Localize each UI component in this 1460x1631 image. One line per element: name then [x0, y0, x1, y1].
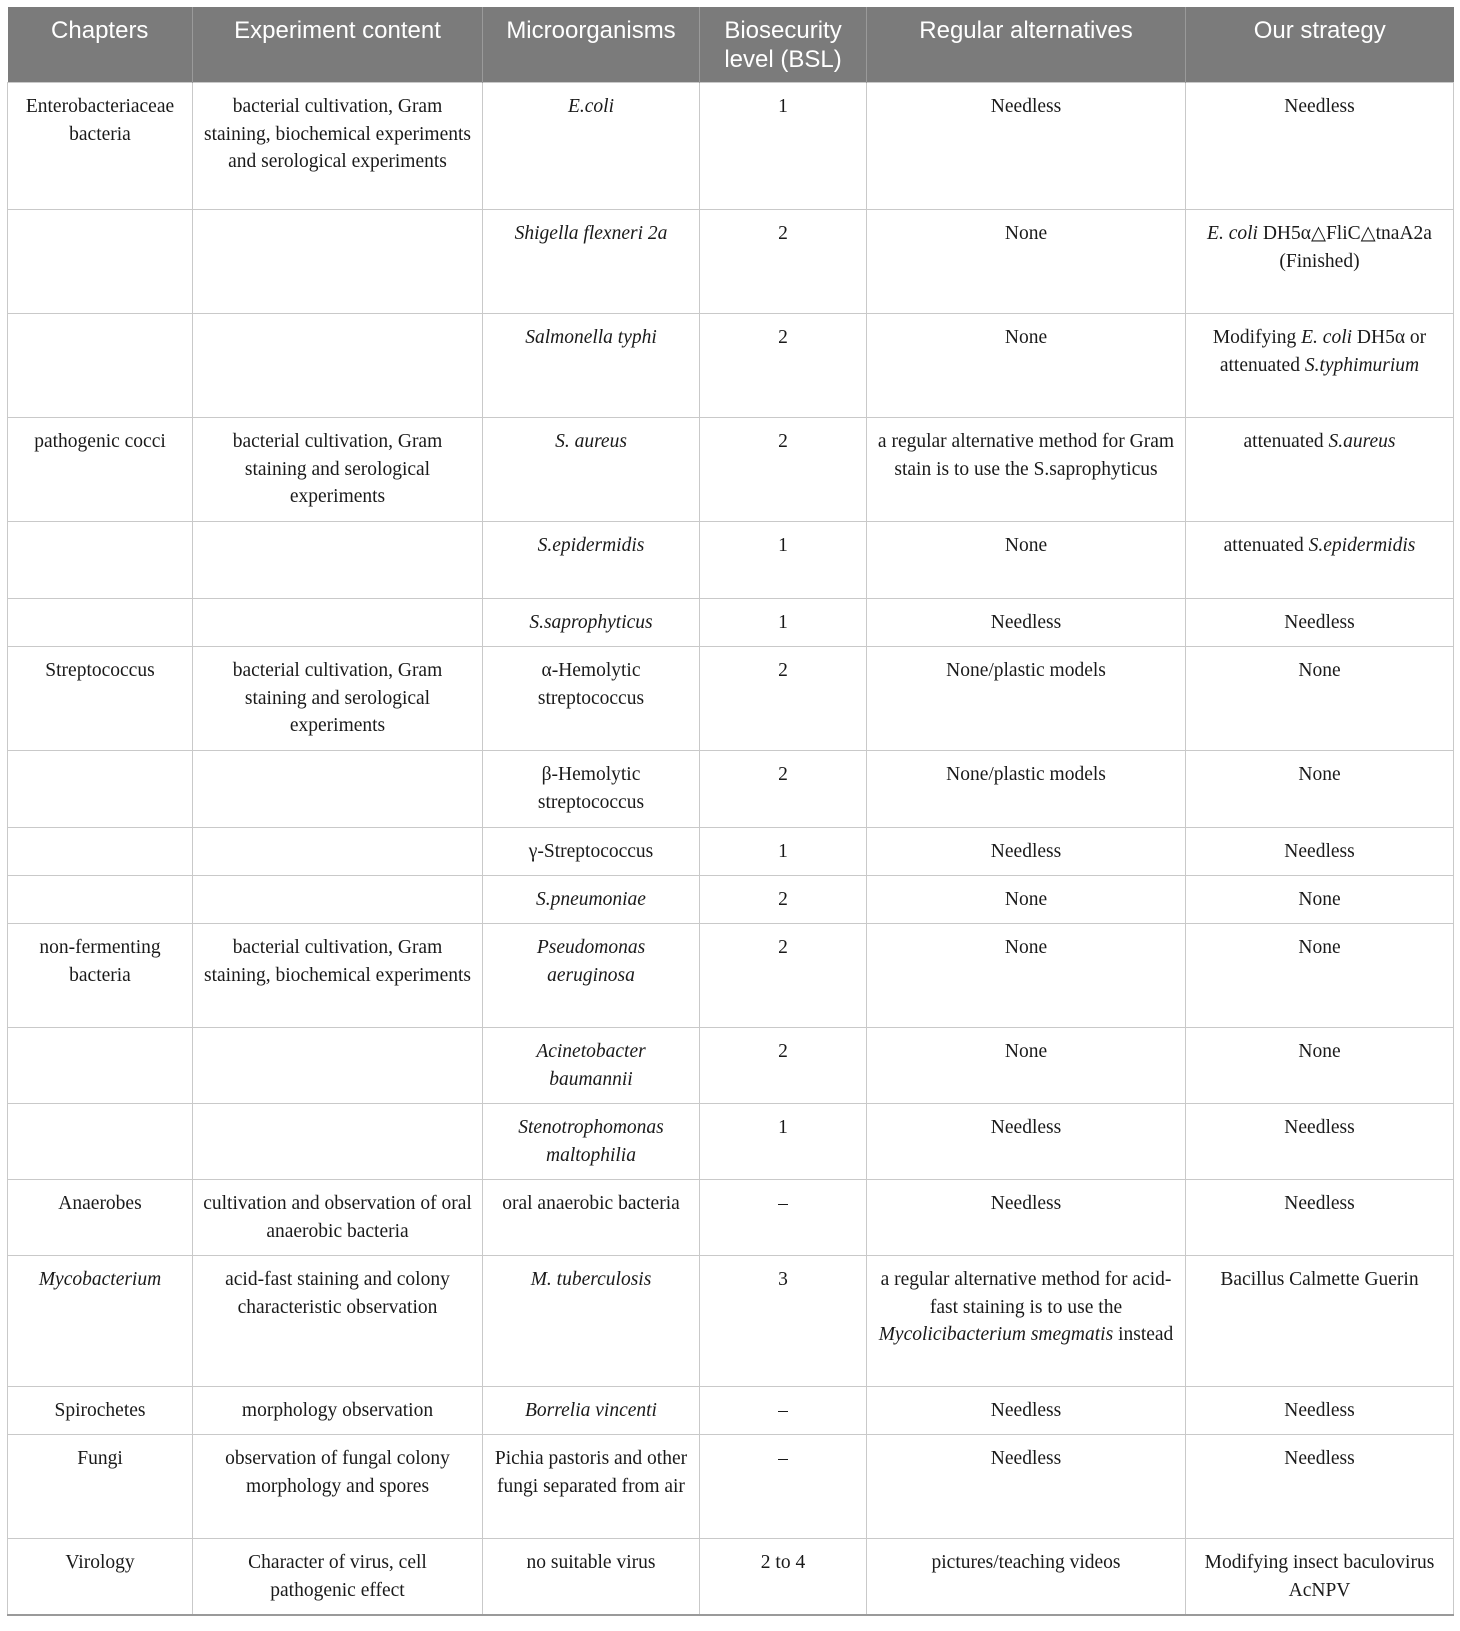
- table-row: [8, 1387, 1454, 1435]
- alternatives-cell: a regular alternative method for Gram stain is to use the S.saprophyticus: [867, 418, 1186, 522]
- microorganism-cell: Pseudomonas aeruginosa: [483, 924, 700, 1028]
- chapter-cell: [8, 1104, 193, 1180]
- chapter-cell: non-fermenting bacteria: [8, 924, 193, 1028]
- experiment-content-cell: Character of virus, cell pathogenic effect: [193, 1539, 483, 1615]
- strategy-cell: None: [1186, 876, 1454, 924]
- experiment-content-cell: [193, 751, 483, 828]
- chapter-cell: [8, 1028, 193, 1104]
- alternatives-cell: [867, 1256, 1186, 1387]
- alternatives-cell: Needless: [867, 1387, 1186, 1435]
- experiment-content-cell: bacterial cultivation, Gram staining, biochemical experiments: [193, 924, 483, 1028]
- strategy-cell: [1186, 314, 1454, 418]
- bsl-cell: 1: [700, 599, 867, 647]
- table-row: [8, 599, 1454, 647]
- microorganism-cell: Borrelia vincenti: [483, 1387, 700, 1435]
- bsl-cell: 1: [700, 828, 867, 876]
- bsl-cell: –: [700, 1435, 867, 1539]
- strategy-cell: [1186, 210, 1454, 314]
- microorganism-cell: Stenotrophomonas maltophilia: [483, 1104, 700, 1180]
- bsl-cell: 2: [700, 647, 867, 751]
- table-row: [8, 828, 1454, 876]
- chapter-cell: Spirochetes: [8, 1387, 193, 1435]
- table-row: [8, 924, 1454, 1028]
- bsl-cell: 2: [700, 876, 867, 924]
- microorganism-cell: Pichia pastoris and other fungi separated from air: [483, 1435, 700, 1539]
- chapter-cell: Fungi: [8, 1435, 193, 1539]
- chapter-cell: Streptococcus: [8, 647, 193, 751]
- strategy-italic: S.aureus: [1328, 431, 1396, 452]
- microorganism-cell: no suitable virus: [483, 1539, 700, 1615]
- strategy-italic: S.epidermidis: [1308, 535, 1416, 556]
- chapter-cell: Enterobacteriaceae bacteria: [8, 83, 193, 210]
- microorganism-cell: S. aureus: [483, 418, 700, 522]
- header-biosecurity-level: Biosecurity level (BSL): [700, 7, 867, 83]
- chapter-cell: Anaerobes: [8, 1180, 193, 1256]
- alternatives-italic: Mycolicibacterium smegmatis: [878, 1324, 1114, 1345]
- bsl-cell: 2: [700, 1028, 867, 1104]
- alternatives-cell: Needless: [867, 599, 1186, 647]
- experiment-content-cell: [193, 876, 483, 924]
- strategy-cell: Needless: [1186, 1180, 1454, 1256]
- bsl-cell: 1: [700, 522, 867, 599]
- chapter-cell: Mycobacterium: [8, 1256, 193, 1387]
- bsl-cell: –: [700, 1180, 867, 1256]
- alternatives-cell: None: [867, 924, 1186, 1028]
- strategy-cell: None: [1186, 1028, 1454, 1104]
- bsl-cell: –: [700, 1387, 867, 1435]
- alternatives-cell: None: [867, 314, 1186, 418]
- alternatives-cell: None: [867, 210, 1186, 314]
- bsl-cell: 2: [700, 751, 867, 828]
- experiment-content-cell: [193, 1028, 483, 1104]
- microorganism-cell: S.epidermidis: [483, 522, 700, 599]
- alternatives-cell: Needless: [867, 1435, 1186, 1539]
- alternatives-cell: None: [867, 522, 1186, 599]
- microorganism-cell: Acinetobacter baumannii: [483, 1028, 700, 1104]
- microorganism-cell: oral anaerobic bacteria: [483, 1180, 700, 1256]
- microorganism-cell: S.saprophyticus: [483, 599, 700, 647]
- experiment-content-cell: [193, 1104, 483, 1180]
- alternatives-cell: None/plastic models: [867, 751, 1186, 828]
- bsl-cell: 2: [700, 314, 867, 418]
- strategy-text: attenuated: [1223, 535, 1309, 556]
- experiment-content-cell: bacterial cultivation, Gram staining and serological experiments: [193, 647, 483, 751]
- chapter-cell: [8, 828, 193, 876]
- experiment-content-cell: cultivation and observation of oral anaerobic bacteria: [193, 1180, 483, 1256]
- chapter-cell: [8, 522, 193, 599]
- bsl-cell: 3: [700, 1256, 867, 1387]
- strategy-cell: [1186, 522, 1454, 599]
- table-row: [8, 1180, 1454, 1256]
- alternatives-cell: pictures/teaching videos: [867, 1539, 1186, 1615]
- chapter-cell: [8, 876, 193, 924]
- alternatives-cell: Needless: [867, 1180, 1186, 1256]
- chapter-cell: [8, 210, 193, 314]
- experiment-content-cell: [193, 314, 483, 418]
- alternatives-cell: None: [867, 1028, 1186, 1104]
- table-container: [7, 7, 1454, 1616]
- alternatives-cell: Needless: [867, 83, 1186, 210]
- experiment-content-cell: [193, 522, 483, 599]
- experiment-content-cell: [193, 599, 483, 647]
- experiment-content-cell: [193, 828, 483, 876]
- table-row: [8, 751, 1454, 828]
- strategy-cell: Modifying insect baculovirus AcNPV: [1186, 1539, 1454, 1615]
- chapter-cell: [8, 751, 193, 828]
- microorganism-cell: β-Hemolytic streptococcus: [483, 751, 700, 828]
- alternatives-text: instead: [1113, 1324, 1174, 1345]
- alternatives-cell: None/plastic models: [867, 647, 1186, 751]
- strategy-italic: E. coli: [1301, 327, 1353, 348]
- table-row: [8, 1256, 1454, 1387]
- bsl-cell: 2: [700, 418, 867, 522]
- strategy-text: DH5α or attenuated: [1219, 327, 1427, 376]
- strategy-cell: Needless: [1186, 1435, 1454, 1539]
- strategy-cell: None: [1186, 924, 1454, 1028]
- strategy-italic: E. coli: [1207, 223, 1258, 244]
- strategy-cell: [1186, 418, 1454, 522]
- strategy-cell: Needless: [1186, 599, 1454, 647]
- header-microorganisms: Microorganisms: [483, 7, 700, 83]
- microorganism-cell: Salmonella typhi: [483, 314, 700, 418]
- biosafety-table: [7, 7, 1454, 1616]
- experiment-content-cell: morphology observation: [193, 1387, 483, 1435]
- experiment-content-cell: bacterial cultivation, Gram staining, biochemical experiments and serological experiments: [193, 83, 483, 210]
- table-row: [8, 418, 1454, 522]
- bsl-cell: 1: [700, 1104, 867, 1180]
- microorganism-cell: Shigella flexneri 2a: [483, 210, 700, 314]
- strategy-cell: Needless: [1186, 83, 1454, 210]
- chapter-cell: [8, 599, 193, 647]
- strategy-italic: S.typhimurium: [1304, 354, 1420, 376]
- alternatives-cell: None: [867, 876, 1186, 924]
- header-chapters: Chapters: [8, 7, 193, 83]
- strategy-cell: Bacillus Calmette Guerin: [1186, 1256, 1454, 1387]
- header-row: [8, 7, 1454, 83]
- chapter-cell: [8, 314, 193, 418]
- alternatives-text: a regular alternative method for acid-fast staining is to use the: [880, 1269, 1172, 1318]
- table-row: [8, 83, 1454, 210]
- experiment-content-cell: bacterial cultivation, Gram staining and serological experiments: [193, 418, 483, 522]
- table-row: [8, 1104, 1454, 1180]
- chapter-cell: Virology: [8, 1539, 193, 1615]
- microorganism-cell: M. tuberculosis: [483, 1256, 700, 1387]
- microorganism-cell: E.coli: [483, 83, 700, 210]
- microorganism-cell: γ-Streptococcus: [483, 828, 700, 876]
- alternatives-cell: Needless: [867, 828, 1186, 876]
- table-row: [8, 876, 1454, 924]
- header-experiment-content: Experiment content: [193, 7, 483, 83]
- table-row: [8, 210, 1454, 314]
- strategy-cell: Needless: [1186, 1104, 1454, 1180]
- alternatives-cell: Needless: [867, 1104, 1186, 1180]
- table-row: [8, 1028, 1454, 1104]
- strategy-text: Modifying: [1212, 327, 1302, 348]
- strategy-cell: Needless: [1186, 828, 1454, 876]
- experiment-content-cell: [193, 210, 483, 314]
- table-row: [8, 1435, 1454, 1539]
- bsl-cell: 2: [700, 210, 867, 314]
- strategy-text: DH5α△FliC△tnaA2a (Finished): [1262, 223, 1432, 272]
- table-row: [8, 314, 1454, 418]
- table-row: [8, 647, 1454, 751]
- strategy-cell: None: [1186, 647, 1454, 751]
- strategy-cell: None: [1186, 751, 1454, 828]
- experiment-content-cell: acid-fast staining and colony characteristic observation: [193, 1256, 483, 1387]
- table-row: [8, 1539, 1454, 1615]
- bsl-cell: 1: [700, 83, 867, 210]
- chapter-cell: pathogenic cocci: [8, 418, 193, 522]
- strategy-text: attenuated: [1243, 431, 1329, 452]
- header-our-strategy: Our strategy: [1186, 7, 1454, 83]
- bsl-cell: 2 to 4: [700, 1539, 867, 1615]
- bsl-cell: 2: [700, 924, 867, 1028]
- strategy-cell: Needless: [1186, 1387, 1454, 1435]
- table-row: [8, 522, 1454, 599]
- microorganism-cell: α-Hemolytic streptococcus: [483, 647, 700, 751]
- header-regular-alternatives: Regular alternatives: [867, 7, 1186, 83]
- experiment-content-cell: observation of fungal colony morphology and spores: [193, 1435, 483, 1539]
- microorganism-cell: S.pneumoniae: [483, 876, 700, 924]
